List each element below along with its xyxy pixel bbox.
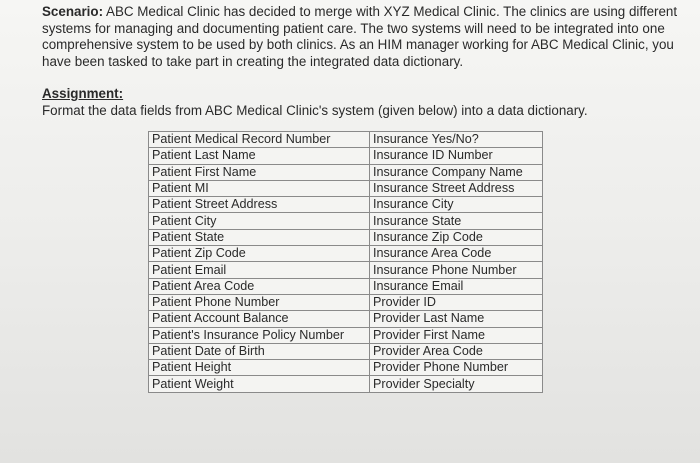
table-row [149,197,543,213]
data-fields-table-body [149,132,543,393]
patient-field-cell: Patient Date of Birth [149,343,370,359]
patient-field-cell: Patient Medical Record Number [149,132,370,148]
patient-field-cell: Patient Zip Code [149,246,370,262]
table-row [149,229,543,245]
table-row [149,213,543,229]
insurance-provider-field-cell: Provider ID [370,294,543,310]
patient-field-cell: Patient Street Address [149,197,370,213]
insurance-provider-field-cell: Insurance Email [370,278,543,294]
table-row [149,311,543,327]
table-row [149,278,543,294]
patient-field-cell: Patient First Name [149,164,370,180]
patient-field-cell: Patient State [149,229,370,245]
insurance-provider-field-cell: Insurance Zip Code [370,229,543,245]
patient-field-cell: Patient Area Code [149,278,370,294]
assignment-label: Assignment: [42,86,124,101]
insurance-provider-field-cell: Insurance Company Name [370,164,543,180]
insurance-provider-field-cell: Insurance State [370,213,543,229]
table-row [149,132,543,148]
patient-field-cell: Patient Last Name [149,148,370,164]
table-row [149,164,543,180]
insurance-provider-field-cell: Insurance ID Number [370,148,543,164]
insurance-provider-field-cell: Provider Phone Number [370,360,543,376]
document-page [42,4,682,119]
data-fields-table [148,131,543,393]
table-row [149,343,543,359]
table-row [149,148,543,164]
patient-field-cell: Patient Email [149,262,370,278]
table-row [149,327,543,343]
patient-field-cell: Patient's Insurance Policy Number [149,327,370,343]
scenario-label: Scenario: [42,4,104,19]
insurance-provider-field-cell: Insurance City [370,197,543,213]
table-row [149,262,543,278]
patient-field-cell: Patient City [149,213,370,229]
table-row [149,246,543,262]
insurance-provider-field-cell: Provider Last Name [370,311,543,327]
table-row [149,294,543,310]
assignment-text: Format the data fields from ABC Medical Clinic's system (given below) into a data dictionary. [42,103,588,118]
patient-field-cell: Patient Account Balance [149,311,370,327]
table-row [149,180,543,196]
insurance-provider-field-cell: Insurance Street Address [370,180,543,196]
patient-field-cell: Patient Phone Number [149,294,370,310]
scenario-paragraph [42,4,682,70]
table-row [149,376,543,392]
patient-field-cell: Patient Height [149,360,370,376]
table-row [149,360,543,376]
insurance-provider-field-cell: Provider First Name [370,327,543,343]
insurance-provider-field-cell: Provider Area Code [370,343,543,359]
patient-field-cell: Patient MI [149,180,370,196]
insurance-provider-field-cell: Insurance Phone Number [370,262,543,278]
insurance-provider-field-cell: Insurance Yes/No? [370,132,543,148]
insurance-provider-field-cell: Provider Specialty [370,376,543,392]
insurance-provider-field-cell: Insurance Area Code [370,246,543,262]
patient-field-cell: Patient Weight [149,376,370,392]
scenario-text: ABC Medical Clinic has decided to merge with XYZ Medical Clinic. The clinics are using different systems for managing and documenting patient care. The two systems will need to be integrated into one comprehensive system to be used by both clinics. As an HIM manager working for ABC Medical Clinic, you have been tasked to take part in creating the integrated data dictionary. [42,4,678,69]
